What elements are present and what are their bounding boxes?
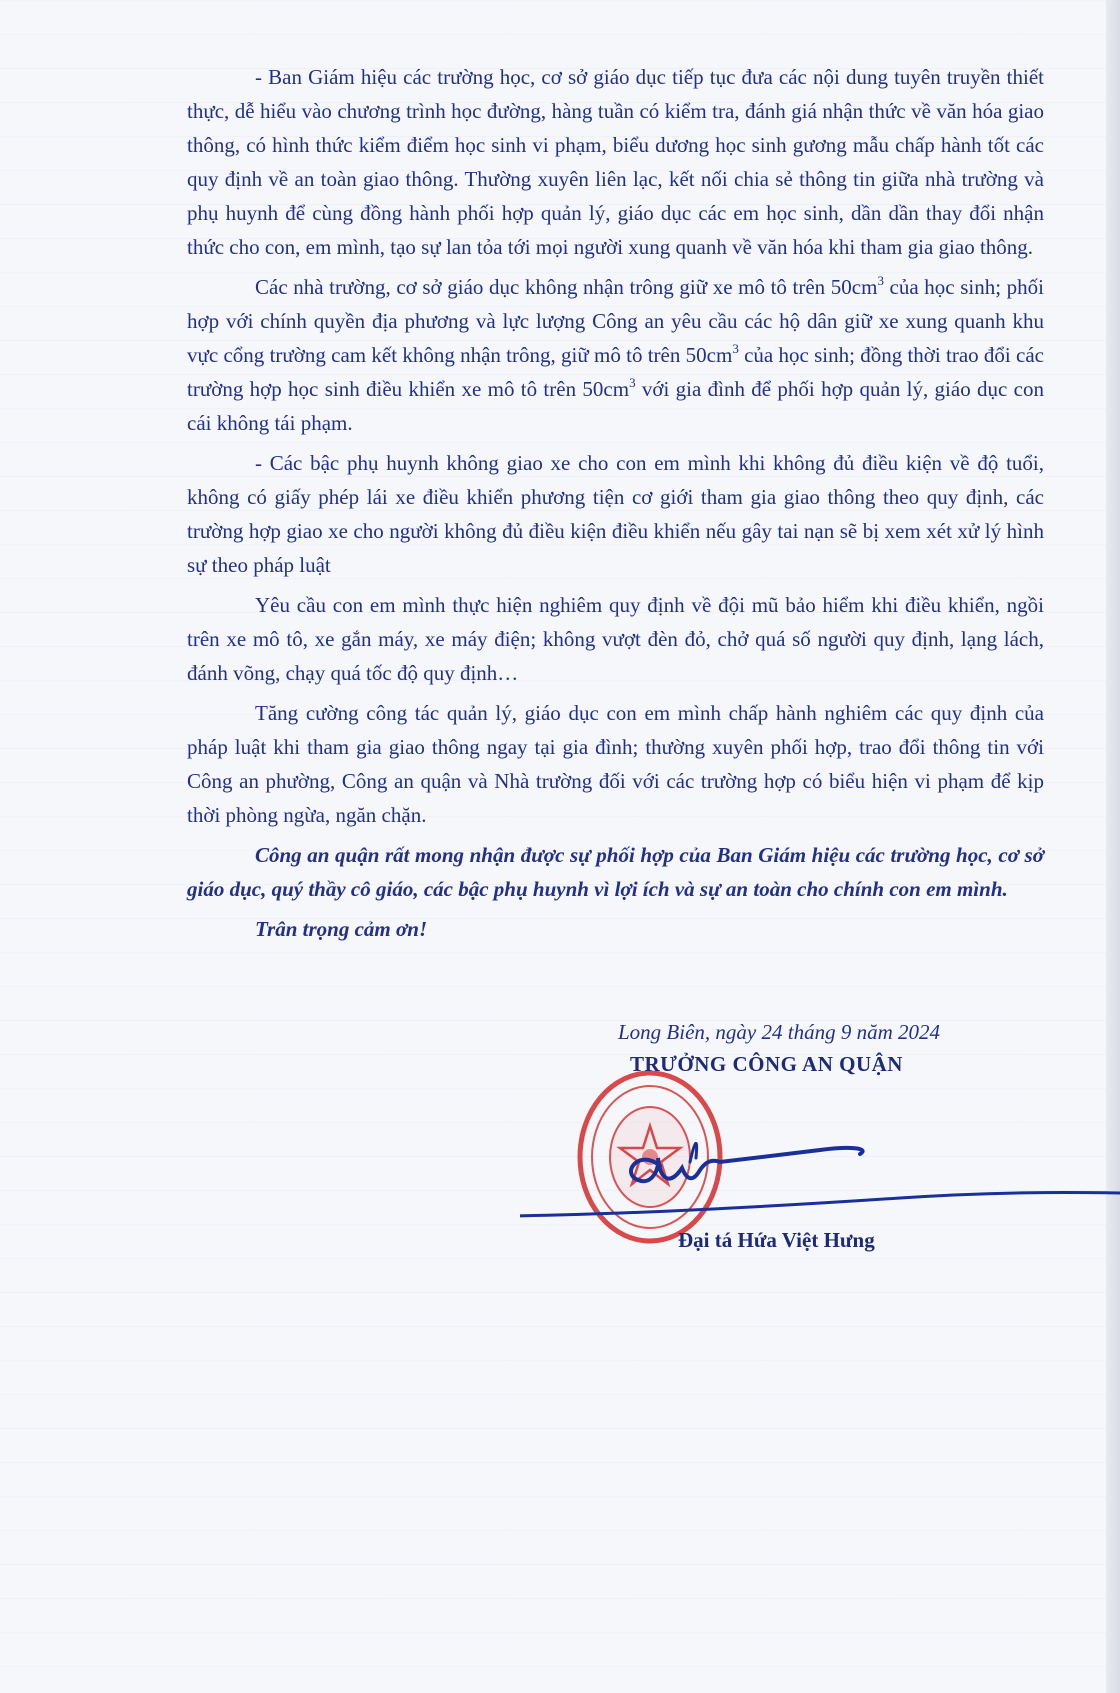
signer-name: Đại tá Hứa Việt Hưng xyxy=(678,1228,875,1252)
para2-part2: của học sinh; phối hợp với chính quyền địa phương và lực lượng Công an yêu cầu các hộ dân giữ xe xung quanh khu vực cổng trường cam kết không nhận trông, giữ mô tô trên 50cm xyxy=(187,275,1045,367)
paragraph-helmet: Yêu cầu con em mình thực hiện nghiêm quy định về đội mũ bảo hiểm khi điều khiển, ngồi trên xe mô tô, xe gắn máy, xe máy điện; không vượt đèn đỏ, chở quá số người quy định, lạng lách, đánh võng, chạy quá tốc độ quy định… xyxy=(187,593,1044,685)
para2-part1: Các nhà trường, cơ sở giáo dục không nhận trông giữ xe mô tô trên 50cm xyxy=(255,275,878,299)
letter-body xyxy=(187,60,1044,952)
para2-part3: của học sinh; đồng thời trao đổi các trường hợp học sinh điều khiển xe mô tô trên 50cm xyxy=(187,343,1044,401)
page-edge-shadow xyxy=(1106,0,1120,1693)
superscript-3: 3 xyxy=(732,341,739,356)
signatory-title: TRƯỞNG CÔNG AN QUẬN xyxy=(630,1052,903,1076)
date-line: Long Biên, ngày 24 tháng 9 năm 2024 xyxy=(618,1020,940,1044)
para2-part4: với gia đình để phối hợp quản lý, giáo dục con cái không tái phạm. xyxy=(187,377,1044,435)
paragraph-management: Tăng cường công tác quản lý, giáo dục con em mình chấp hành nghiêm các quy định của pháp luật khi tham gia giao thông ngay tại gia đình; thường xuyên phối hợp, trao đổi thông tin với Công an phường, Công an quận và Nhà trường đối với các trường hợp có biểu hiện vi phạm để kịp thời phòng ngừa, ngăn chặn. xyxy=(187,701,1044,827)
superscript-3: 3 xyxy=(877,273,884,288)
paragraph-appeal: Công an quận rất mong nhận được sự phối hợp của Ban Giám hiệu các trường học, cơ sở giáo dục, quý thầy cô giáo, các bậc phụ huynh vì lợi ích và sự an toàn cho chính con em mình. xyxy=(187,843,1044,901)
paragraph-motorbike-parking xyxy=(187,270,1044,440)
handwritten-signature xyxy=(520,1128,1120,1228)
paragraph-parents: - Các bậc phụ huynh không giao xe cho con em mình khi không đủ điều kiện về độ tuổi, không có giấy phép lái xe điều khiển phương tiện cơ giới tham gia giao thông theo quy định, các trường hợp giao xe cho người không đủ điều kiện điều khiển nếu gây tai nạn sẽ bị xem xét xử lý hình sự theo pháp luật xyxy=(187,451,1044,577)
superscript-3: 3 xyxy=(629,375,636,390)
paragraph-school-leaders: - Ban Giám hiệu các trường học, cơ sở giáo dục tiếp tục đưa các nội dung tuyên truyền thiết thực, dễ hiểu vào chương trình học đường, hàng tuần có kiểm tra, đánh giá nhận thức về văn hóa giao thông, có hình thức kiểm điểm học sinh vi phạm, biểu dương học sinh gương mẫu chấp hành tốt các quy định về an toàn giao thông. Thường xuyên liên lạc, kết nối chia sẻ thông tin giữa nhà trường và phụ huynh để cùng đồng hành phối hợp quản lý, giáo dục các em học sinh, dần dần thay đổi nhận thức cho con, em mình, tạo sự lan tỏa tới mọi người xung quanh về văn hóa khi tham gia giao thông. xyxy=(187,65,1044,259)
paragraph-thanks: Trân trọng cảm ơn! xyxy=(255,917,428,941)
